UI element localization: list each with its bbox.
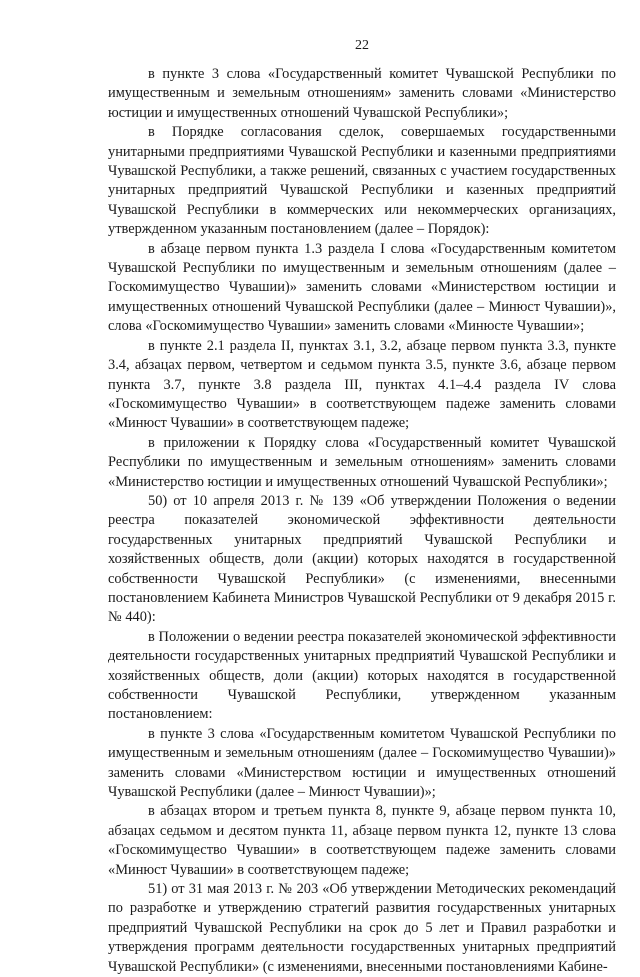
paragraph-registry-items-8-13: в абзацах втором и третьем пункта 8, пункте 9, абзаце первом пункта 10, абзацах седьмом и десятом пункта 11, абзаце первом пункта 12, пункте 13 слова «Госкомимущество Чувашии» в соответствующем падеже заменить словами «Минюст Чувашии» в соответствующем падеже;: [108, 803, 616, 878]
paragraph-item-1-3: в абзаце первом пункта 1.3 раздела I слова «Государственным комитетом Чувашской Республики по имущественным и земельным отношениям (далее – Госкомимущество Чувашии)» заменить словами «Министерством юстиции и имущественных отношений Чувашской Республики (далее – Минюст Чувашии)», слова «Госкомимущество Чувашии» заменить словами «Минюсте Чувашии»;: [108, 240, 616, 335]
paragraph-item-51: 51) от 31 мая 2013 г. № 203 «Об утверждении Методических рекомендаций по разработке и утверждению стратегий развития государственных унитарных предприятий Чувашской Республики на срок до 5 лет и Правил разработки и утверждения программ деятельности государственных унитарных предприятий Чувашской Республики» (с изменениями, внесенными постановлениями Кабине-: [108, 881, 616, 975]
paragraph-item-2-1: в пункте 2.1 раздела II, пунктах 3.1, 3.2, абзаце первом пункта 3.3, пункте 3.4, абзацах первом, четвертом и седьмом пункта 3.5, пункте 3.6, абзаце первом пункта 3.7, пункте 3.8 раздела III, пунктах 4.1–4.4 раздела IV слова «Госкомимущество Чувашии» в соответствующем падеже заменить словами «Минюст Чувашии» в соответствующем падеже;: [108, 337, 616, 432]
paragraph-appendix: в приложении к Порядку слова «Государственный комитет Чувашской Республики по имущественным и земельным отношениям» заменить словами «Министерство юстиции и имущественных отношений Чувашской Республики»;: [108, 434, 616, 490]
paragraph-registry-regulation: в Положении о ведении реестра показателей экономической эффективности деятельности государственных унитарных предприятий Чувашской Республики и хозяйственных обществ, доли (акции) которых находятся в государственной собственности Чувашской Республики, утвержденном указанным постановлением:: [108, 628, 616, 723]
paragraph-registry-item-3: в пункте 3 слова «Государственным комитетом Чувашской Республики по имущественным и земельным отношениям (далее – Госкомимущество Чувашии)» заменить словами «Министерством юстиции и имущественных отношений Чувашской Республики (далее – Минюст Чувашии)»;: [108, 725, 616, 801]
paragraph-item-3-replacement: в пункте 3 слова «Государственный комитет Чувашской Республики по имущественным и земельным отношениям» заменить словами «Министерство юстиции и имущественных отношений Чувашской Республики»;: [108, 66, 616, 121]
document-body: [108, 65, 616, 977]
paragraph-item-50: 50) от 10 апреля 2013 г. № 139 «Об утверждении Положения о ведении реестра показателей экономической эффективности деятельности государственных унитарных предприятий Чувашской Республики и хозяйственных обществ, доли (акции) которых находятся в государственной собственности Чувашской Республики» (с изменениями, внесенными постановлением Кабинета Министров Чувашской Республики от 9 декабря 2015 г. № 440):: [108, 492, 616, 626]
page-number: 22: [355, 38, 369, 53]
paragraph-deals-procedure: в Порядке согласования сделок, совершаемых государственными унитарными предприятиями Чувашской Республики и казенными предприятиями Чувашской Республики, а также решений, связанных с участием государственных унитарных предприятий Чувашской Республики и казенных предприятий Чувашской Республики в коммерческих или некоммерческих организациях, утвержденном указанным постановлением (далее – Порядок):: [108, 124, 616, 238]
